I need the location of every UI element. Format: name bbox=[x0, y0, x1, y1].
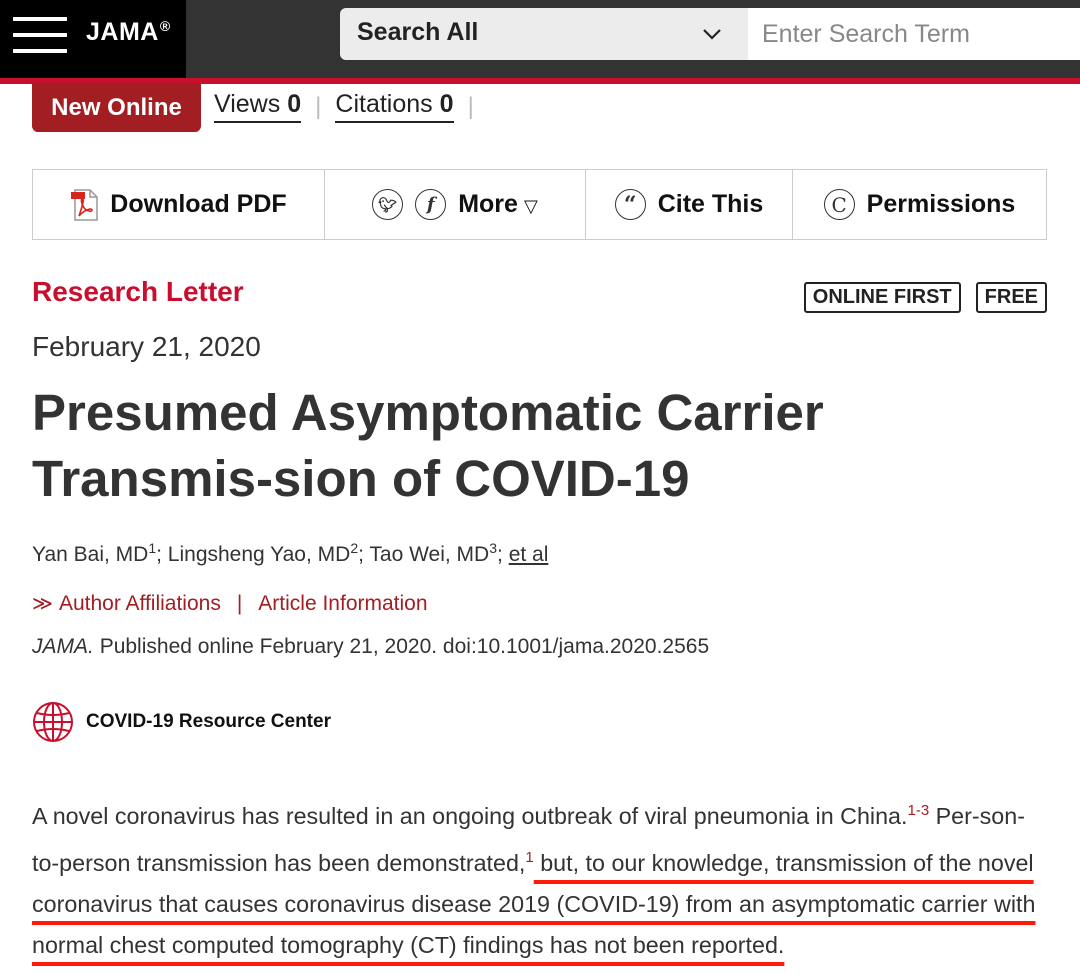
quote-icon: “ bbox=[615, 189, 646, 220]
article-body-paragraph bbox=[32, 790, 1052, 966]
share-more-cell bbox=[325, 170, 586, 239]
body-text-segment: A novel coronavirus has resulted in an ongoing outbreak of viral pneumonia in China. bbox=[32, 802, 908, 829]
article-type: Research Letter bbox=[32, 276, 244, 307]
article-information-link[interactable]: Article Information bbox=[258, 591, 428, 615]
author-affiliation-ref: 2 bbox=[350, 540, 359, 556]
article-metrics bbox=[214, 90, 488, 123]
top-header bbox=[0, 0, 1080, 78]
copyright-icon: C bbox=[824, 189, 855, 220]
link-separator: | bbox=[236, 591, 243, 615]
reference-link[interactable]: 1-3 bbox=[907, 802, 930, 819]
cite-this-label: Cite This bbox=[657, 190, 764, 218]
free-badge: FREE bbox=[976, 282, 1047, 313]
resource-center-label: COVID-19 Resource Center bbox=[86, 711, 331, 732]
journal-name: JAMA. bbox=[32, 635, 94, 658]
citations-label: Citations bbox=[335, 90, 433, 118]
brand-box bbox=[0, 0, 186, 78]
citation-text: Published online February 21, 2020. doi:10.1001/jama.2020.2565 bbox=[99, 635, 710, 658]
article-badges bbox=[789, 282, 1047, 313]
et-al-link[interactable]: et al bbox=[508, 543, 549, 566]
chevron-down-icon bbox=[702, 24, 722, 44]
twitter-icon[interactable]: 🐦︎ bbox=[372, 189, 403, 220]
search-scope-select[interactable] bbox=[340, 8, 748, 60]
search-scope-label: Search All bbox=[357, 18, 479, 46]
author-list: Yan Bai, $MD^1$; Lingsheng Yao, $MD^2$; Tao Wei, $MD^3$; et al bbox=[32, 540, 549, 566]
metric-separator: | bbox=[467, 92, 474, 120]
author-affiliations-link[interactable]: Author Affiliations bbox=[58, 591, 221, 615]
new-online-tab[interactable]: New Online bbox=[32, 83, 201, 132]
reference-link[interactable]: 1 bbox=[525, 848, 534, 866]
jama-logo[interactable]: JAMA® bbox=[86, 18, 171, 46]
author-affiliation-ref: 3 bbox=[489, 540, 498, 556]
triangle-down-icon: ▽ bbox=[523, 196, 538, 216]
permissions-button[interactable] bbox=[793, 170, 1046, 239]
views-count: 0 bbox=[287, 90, 302, 118]
author-affiliation-ref: 1 bbox=[148, 540, 157, 556]
article-info-links bbox=[32, 591, 428, 616]
cite-this-button[interactable] bbox=[586, 170, 793, 239]
citations-link[interactable] bbox=[335, 90, 453, 123]
citation-line bbox=[32, 635, 709, 659]
article-toolbar bbox=[32, 169, 1047, 240]
permissions-label: Permissions bbox=[866, 190, 1016, 218]
download-pdf-button[interactable] bbox=[33, 170, 325, 239]
metric-separator: | bbox=[315, 92, 322, 120]
more-label: More bbox=[458, 190, 518, 218]
highlighted-text: but, to our knowledge, transmission of the novel coronavirus that causes coronavirus disease 2019 (COVID-19) from an asymptomatic carrier with normal chest computed tomography (CT) findings has not been reported. bbox=[32, 849, 1036, 958]
online-first-badge: ONLINE FIRST bbox=[804, 282, 961, 313]
author-name[interactable]: Tao Wei, MD bbox=[369, 543, 490, 566]
globe-icon bbox=[32, 701, 74, 743]
download-pdf-label: Download PDF bbox=[110, 190, 287, 218]
search-input[interactable] bbox=[748, 8, 1080, 60]
pdf-icon bbox=[70, 189, 100, 221]
views-label: Views bbox=[214, 90, 281, 118]
double-chevron-right-icon: ≫ bbox=[32, 593, 53, 615]
author-name[interactable]: Yan Bai, MD bbox=[32, 543, 149, 566]
body-text-segment: Per-son-to-person transmission has been demonstrated, bbox=[32, 802, 1025, 876]
hamburger-menu-icon[interactable] bbox=[13, 17, 67, 55]
views-link[interactable] bbox=[214, 90, 301, 123]
facebook-icon[interactable]: f bbox=[415, 189, 446, 220]
article-title: Presumed Asymptomatic Carrier Transmis-sion of COVID-19 bbox=[32, 384, 824, 507]
author-name[interactable]: Lingsheng Yao, MD bbox=[167, 543, 351, 566]
publication-date: February 21, 2020 bbox=[32, 331, 261, 362]
citations-count: 0 bbox=[439, 90, 454, 118]
covid-resource-center-link[interactable] bbox=[32, 701, 331, 743]
more-button[interactable] bbox=[458, 190, 538, 219]
